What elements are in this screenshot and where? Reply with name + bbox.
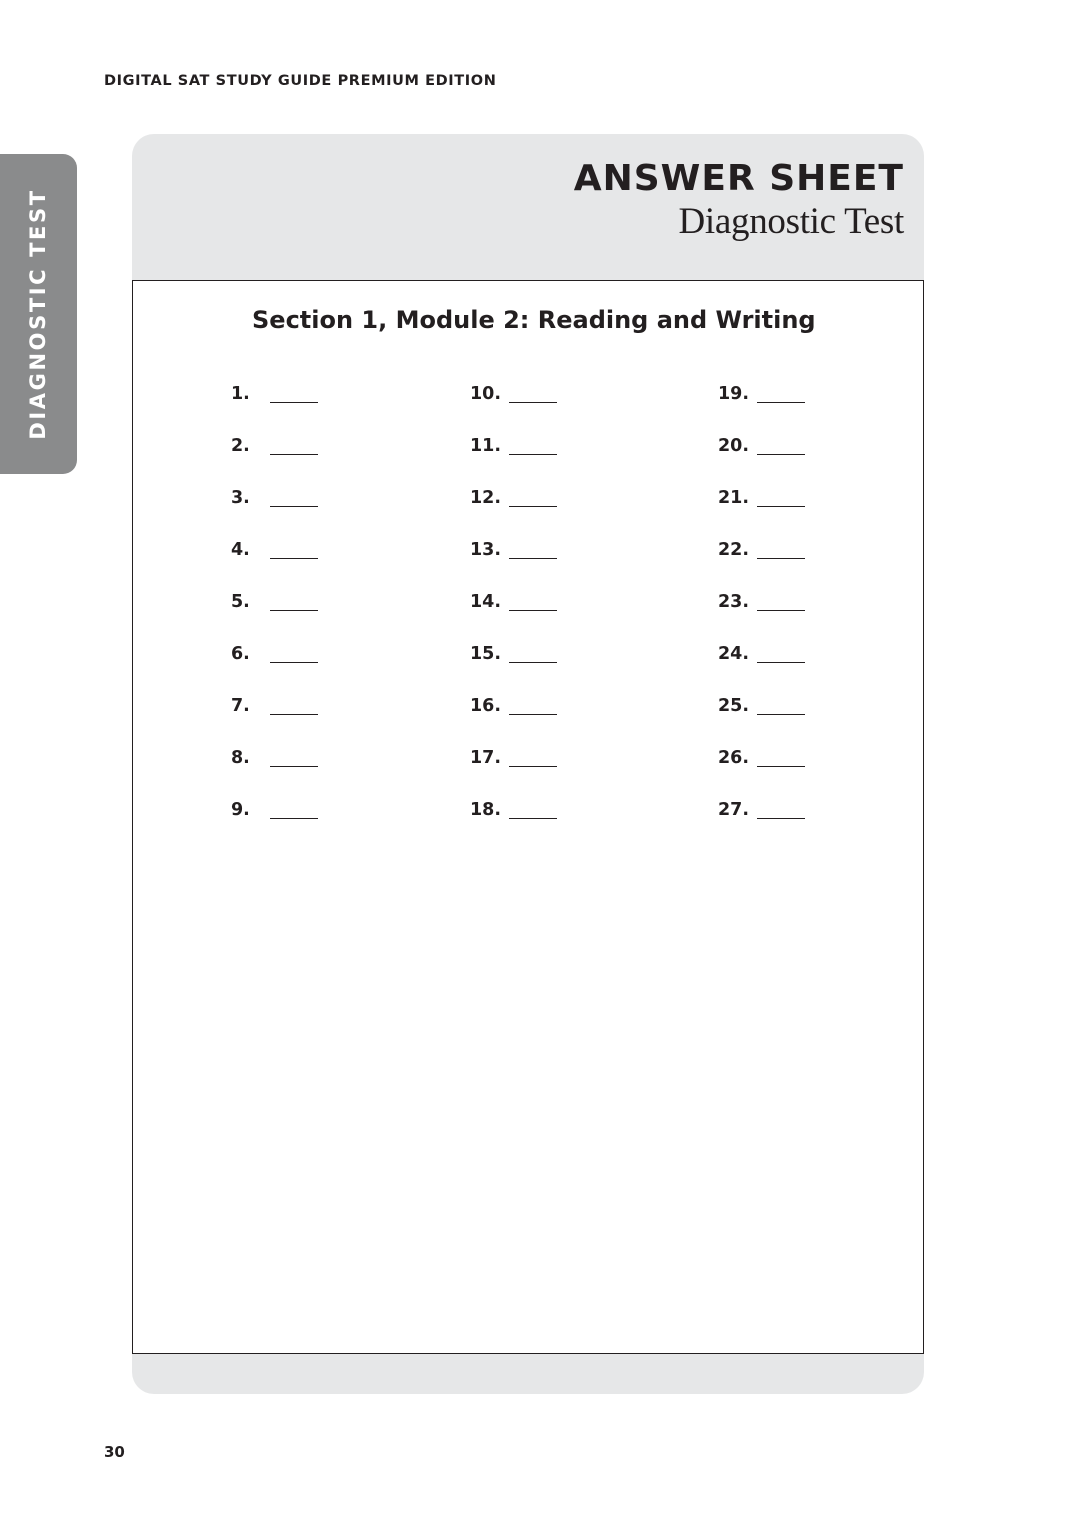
answer-row xyxy=(470,487,630,539)
page-number: 30 xyxy=(104,1443,125,1461)
answer-blank[interactable] xyxy=(270,506,318,507)
question-number: 6. xyxy=(231,644,250,664)
answer-row xyxy=(470,383,630,435)
answer-blank[interactable] xyxy=(757,766,805,767)
question-number: 7. xyxy=(231,696,250,716)
question-number: 9. xyxy=(231,800,250,820)
answer-row xyxy=(231,539,391,591)
answer-blank[interactable] xyxy=(757,402,805,403)
question-number: 4. xyxy=(231,540,250,560)
answer-blank[interactable] xyxy=(757,506,805,507)
answer-blank[interactable] xyxy=(757,714,805,715)
question-number: 5. xyxy=(231,592,250,612)
answer-row xyxy=(231,747,391,799)
answer-blank[interactable] xyxy=(509,818,557,819)
answer-blank[interactable] xyxy=(509,662,557,663)
question-number: 11. xyxy=(470,436,502,456)
question-number: 12. xyxy=(470,488,502,508)
answer-row xyxy=(718,591,878,643)
question-number: 14. xyxy=(470,592,502,612)
answer-blank[interactable] xyxy=(270,818,318,819)
answer-row xyxy=(231,435,391,487)
question-number: 8. xyxy=(231,748,250,768)
question-number: 20. xyxy=(718,436,750,456)
answer-row xyxy=(470,747,630,799)
answer-sheet-title: ANSWER SHEET xyxy=(573,158,904,199)
question-number: 26. xyxy=(718,748,750,768)
answer-row xyxy=(470,591,630,643)
answer-blank[interactable] xyxy=(270,714,318,715)
question-number: 13. xyxy=(470,540,502,560)
answer-row xyxy=(231,487,391,539)
answer-blank[interactable] xyxy=(270,558,318,559)
question-number: 15. xyxy=(470,644,502,664)
question-number: 22. xyxy=(718,540,750,560)
running-header: DIGITAL SAT STUDY GUIDE PREMIUM EDITION xyxy=(104,73,497,89)
answer-row xyxy=(231,643,391,695)
answer-blank[interactable] xyxy=(757,662,805,663)
answer-blank[interactable] xyxy=(509,506,557,507)
answer-blank[interactable] xyxy=(509,402,557,403)
answer-blank[interactable] xyxy=(270,454,318,455)
answer-row xyxy=(231,695,391,747)
answer-blank[interactable] xyxy=(509,766,557,767)
answer-blank[interactable] xyxy=(509,714,557,715)
answer-sheet-subtitle: Diagnostic Test xyxy=(678,201,904,242)
answer-row xyxy=(231,591,391,643)
answer-row xyxy=(718,539,878,591)
answer-blank[interactable] xyxy=(757,558,805,559)
answer-blank[interactable] xyxy=(270,766,318,767)
question-number: 1. xyxy=(231,384,250,404)
answer-blank[interactable] xyxy=(757,818,805,819)
section-title: Section 1, Module 2: Reading and Writing xyxy=(252,306,816,334)
question-number: 27. xyxy=(718,800,750,820)
answer-blank[interactable] xyxy=(757,610,805,611)
answer-column-1 xyxy=(231,383,391,851)
question-number: 24. xyxy=(718,644,750,664)
answer-blank[interactable] xyxy=(509,558,557,559)
question-number: 23. xyxy=(718,592,750,612)
question-number: 16. xyxy=(470,696,502,716)
side-tab xyxy=(0,154,77,474)
answer-row xyxy=(470,695,630,747)
answer-box xyxy=(132,280,924,1354)
question-number: 2. xyxy=(231,436,250,456)
answer-row xyxy=(470,435,630,487)
answer-blank[interactable] xyxy=(509,610,557,611)
side-tab-label: DIAGNOSTIC TEST xyxy=(26,188,50,440)
answer-row xyxy=(718,643,878,695)
answer-blank[interactable] xyxy=(509,454,557,455)
answer-row xyxy=(718,695,878,747)
question-number: 10. xyxy=(470,384,502,404)
answer-blank[interactable] xyxy=(270,402,318,403)
question-number: 25. xyxy=(718,696,750,716)
answer-row xyxy=(718,435,878,487)
answer-row xyxy=(718,747,878,799)
answer-row xyxy=(470,799,630,851)
answer-row xyxy=(231,799,391,851)
question-number: 18. xyxy=(470,800,502,820)
answer-row xyxy=(470,643,630,695)
answer-row xyxy=(718,487,878,539)
answer-column-2 xyxy=(470,383,630,851)
answer-blank[interactable] xyxy=(270,610,318,611)
answer-blank[interactable] xyxy=(757,454,805,455)
answer-sheet-header xyxy=(574,158,904,244)
answer-blank[interactable] xyxy=(270,662,318,663)
question-number: 17. xyxy=(470,748,502,768)
answer-column-3 xyxy=(718,383,878,851)
answer-row xyxy=(718,383,878,435)
answer-sheet-panel xyxy=(132,134,924,1394)
question-number: 21. xyxy=(718,488,750,508)
answer-row xyxy=(231,383,391,435)
question-number: 3. xyxy=(231,488,250,508)
answer-row xyxy=(470,539,630,591)
answer-row xyxy=(718,799,878,851)
question-number: 19. xyxy=(718,384,750,404)
